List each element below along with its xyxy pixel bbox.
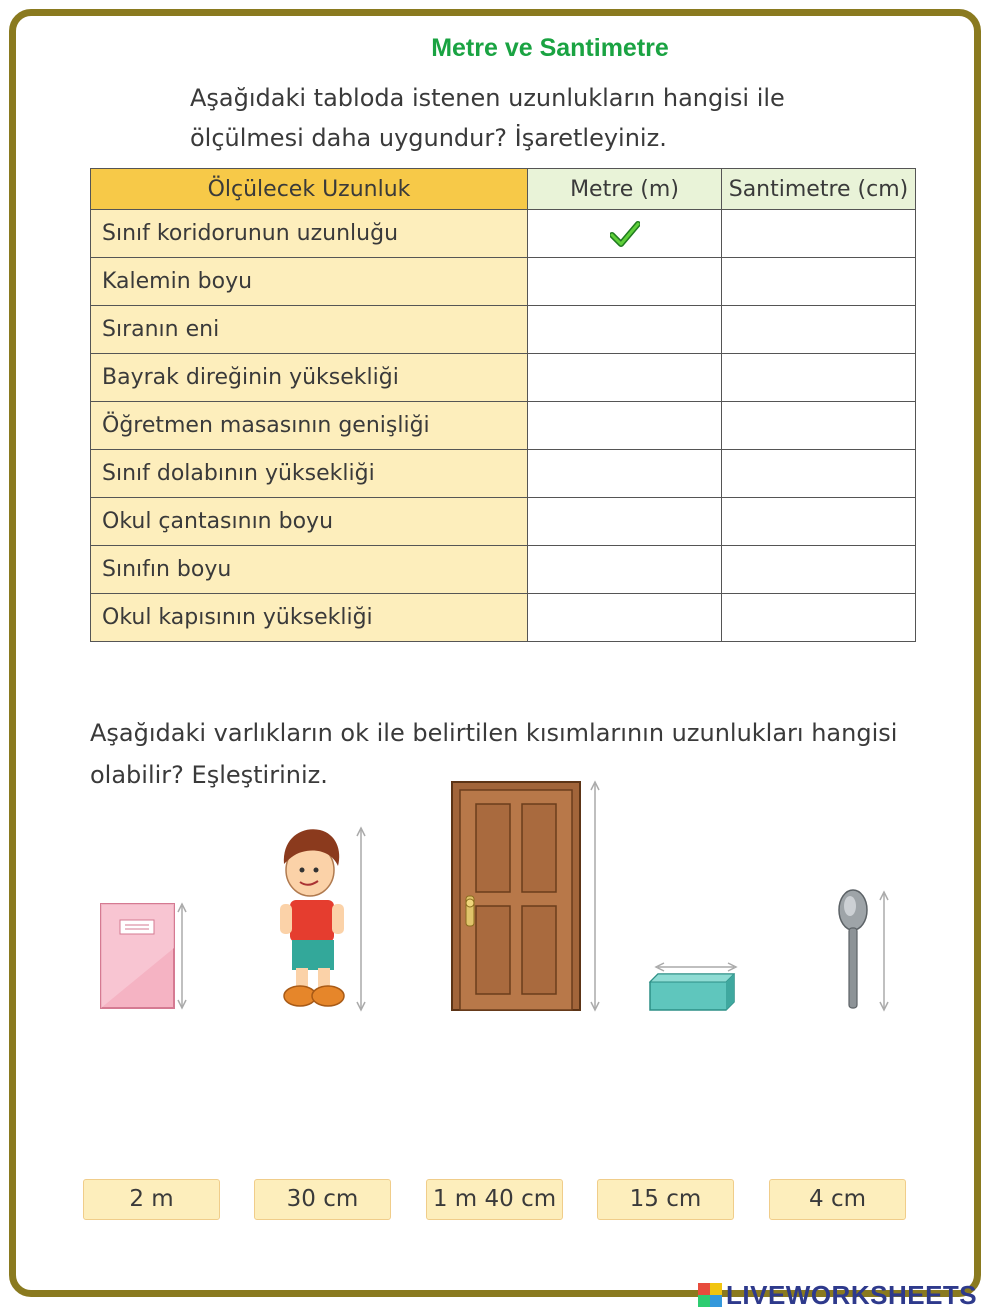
logo-text: LIVEWORKSHEETS xyxy=(726,1279,978,1310)
boy-picture xyxy=(276,822,372,1016)
table-row xyxy=(91,306,916,354)
row-item-label: Sınıf dolabının yüksekliği xyxy=(91,450,528,498)
table-row xyxy=(91,402,916,450)
answer-options xyxy=(0,1179,1000,1221)
cm-check-cell[interactable] xyxy=(722,546,916,594)
answer-1m40cm[interactable]: 1 m 40 cm xyxy=(426,1179,563,1220)
header-metre: Metre (m) xyxy=(528,169,722,210)
table-row xyxy=(91,210,916,258)
instruction-table: Aşağıdaki tabloda istenen uzunlukların hangisi ile ölçülmesi daha uygundur? İşaretleyiniz. xyxy=(190,84,785,152)
answer-2m[interactable]: 2 m xyxy=(83,1179,220,1220)
metre-check-cell[interactable] xyxy=(528,258,722,306)
row-item-label: Sınıfın boyu xyxy=(91,546,528,594)
door-picture xyxy=(450,778,606,1014)
table-row xyxy=(91,450,916,498)
metre-check-cell[interactable] xyxy=(528,354,722,402)
row-item-label: Bayrak direğinin yüksekliği xyxy=(91,354,528,402)
metre-check-cell[interactable] xyxy=(528,210,722,258)
cm-check-cell[interactable] xyxy=(722,210,916,258)
row-item-label: Okul kapısının yüksekliği xyxy=(91,594,528,642)
notebook-picture xyxy=(98,898,193,1013)
checkmark-icon xyxy=(610,221,640,247)
cm-check-cell[interactable] xyxy=(722,354,916,402)
page-title: Metre ve Santimetre xyxy=(431,34,669,62)
metre-check-cell[interactable] xyxy=(528,450,722,498)
cm-check-cell[interactable] xyxy=(722,306,916,354)
metre-check-cell[interactable] xyxy=(528,546,722,594)
metre-check-cell[interactable] xyxy=(528,498,722,546)
row-item-label: Öğretmen masasının genişliği xyxy=(91,402,528,450)
logo-badge-icon xyxy=(698,1283,722,1307)
answer-15cm[interactable]: 15 cm xyxy=(597,1179,734,1220)
eraser-picture xyxy=(644,960,740,1014)
row-item-label: Sınıf koridorunun uzunluğu xyxy=(91,210,528,258)
instruction-match: Aşağıdaki varlıkların ok ile belirtilen kısımlarının uzunlukları hangisi olabilir? Eşleştiriniz. xyxy=(90,719,898,789)
table-row xyxy=(91,594,916,642)
measurement-table xyxy=(90,168,916,642)
cm-check-cell[interactable] xyxy=(722,498,916,546)
table-row xyxy=(91,354,916,402)
cm-check-cell[interactable] xyxy=(722,450,916,498)
row-item-label: Okul çantasının boyu xyxy=(91,498,528,546)
metre-check-cell[interactable] xyxy=(528,306,722,354)
table-header-row xyxy=(91,169,916,210)
table-row xyxy=(91,258,916,306)
spoon-picture xyxy=(832,886,894,1014)
cm-check-cell[interactable] xyxy=(722,594,916,642)
row-item-label: Sıranın eni xyxy=(91,306,528,354)
cm-check-cell[interactable] xyxy=(722,402,916,450)
answer-4cm[interactable]: 4 cm xyxy=(769,1179,906,1220)
cm-check-cell[interactable] xyxy=(722,258,916,306)
table-row xyxy=(91,498,916,546)
liveworksheets-logo xyxy=(698,1280,977,1310)
header-length: Ölçülecek Uzunluk xyxy=(91,169,528,210)
row-item-label: Kalemin boyu xyxy=(91,258,528,306)
table-row xyxy=(91,546,916,594)
metre-check-cell[interactable] xyxy=(528,402,722,450)
answer-30cm[interactable]: 30 cm xyxy=(254,1179,391,1220)
header-cm: Santimetre (cm) xyxy=(722,169,916,210)
metre-check-cell[interactable] xyxy=(528,594,722,642)
